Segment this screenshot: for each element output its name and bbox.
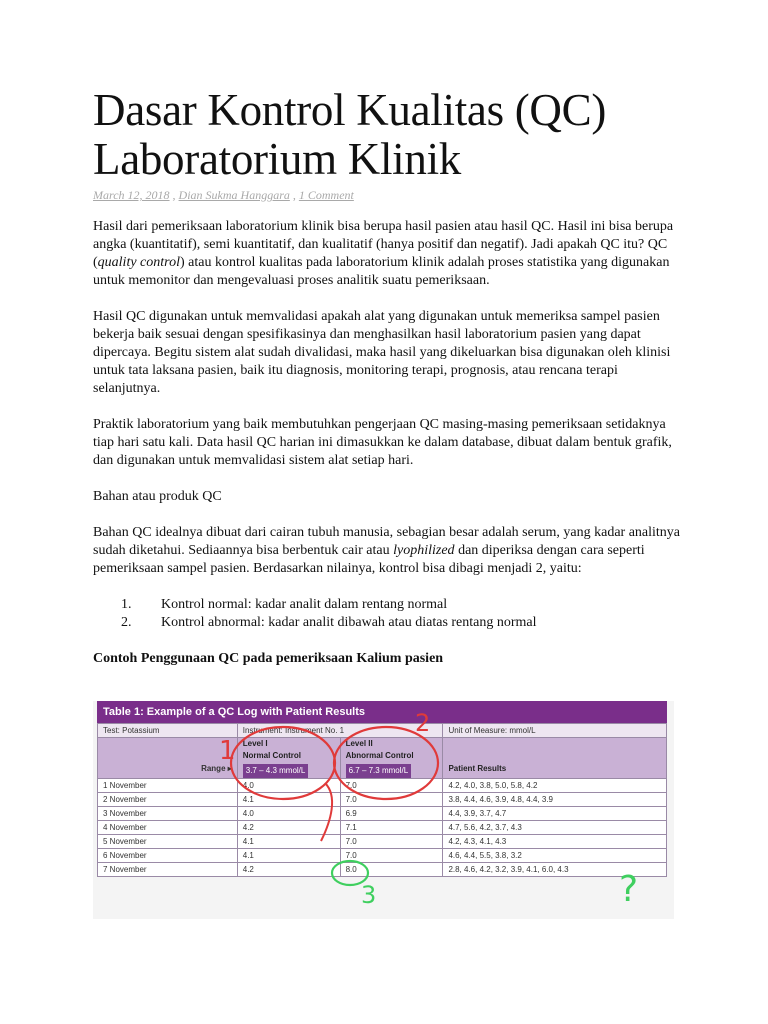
paragraph-definition-b: ) atau kontrol kualitas pada laboratorium klinik adalah proses statistika yang digunakan untuk memonitor dan mengevaluasi proses analitik suatu pemeriksaan. [93,255,670,288]
test-cell: Test: Potassium [98,724,238,738]
list-item: 2. Kontrol abnormal: kadar analit dibawah atau diatas rentang normal [135,614,683,632]
example-heading: Contoh Penggunaan QC pada pemeriksaan Kalium pasien [93,651,444,666]
row-level2-cell: 7.0 [340,779,443,793]
row-date-cell: 7 November [98,863,238,877]
row-level1-cell: 4.2 [237,821,340,835]
row-level1-cell: 4.1 [237,793,340,807]
red-curve-stroke [321,783,332,841]
red-annotation-2: 2 [415,709,431,737]
post-meta [93,188,683,204]
comments-link[interactable]: 1 Comment [298,188,354,202]
row-patients-cell: 3.8, 4.4, 4.6, 3.9, 4.8, 4.4, 3.9 [443,793,667,807]
title-line-1: Dasar Kontrol Kualitas (QC) [93,85,607,135]
row-level2-cell: 8.0 [340,863,443,877]
green-question-mark: ? [619,869,639,910]
red-circle-level2 [334,727,438,799]
row-level2-cell: 7.0 [340,793,443,807]
row-patients-cell: 4.6, 4.4, 5.5, 3.8, 3.2 [443,849,667,863]
paragraph-qc-material-b: dan diperiksa dengan cara seperti pemeriksaan sampel pasien. Berdasarkan nilainya, kontrol bisa dibagi menjadi 2, yaitu: [93,543,645,576]
title-line-2: Laboratorium Klinik [93,134,461,184]
article [93,86,683,668]
row-date-cell: 4 November [98,821,238,835]
level2-range: 6.7 – 7.3 mmol/L [346,764,412,778]
row-patients-cell: 4.4, 3.9, 3.7, 4.7 [443,807,667,821]
red-annotation-1: 1 [219,736,236,766]
meta-separator: , [292,188,296,202]
level1-range: 3.7 – 4.3 mmol/L [243,764,309,778]
qc-log-image [93,701,674,919]
level2-title: Level II [345,739,373,748]
paragraph-intro [93,218,683,290]
level1-title: Level I [242,739,268,748]
row-level2-cell: 7.0 [340,835,443,849]
level1-subtitle: Normal Control [242,751,301,760]
paragraph-qc-material-a: Bahan QC idealnya dibuat dari cairan tubuh manusia, sebagian besar adalah serum, yang kadar analitnya sudah diketahui. Sediaannya bisa berbentuk cair atau [93,525,681,558]
green-annotation-3: 3 [361,881,377,909]
paragraph-qc-material [93,524,683,578]
row-level2-cell: 7.1 [340,821,443,835]
paragraph-lab-practice: Praktik laboratorium yang baik membutuhkan pengerjaan QC masing-masing pemeriksaan setidaknya tiap hari satu kali. Data hasil QC harian ini dimasukkan ke dalam database, dibuat dalam bentuk grafik, dan digunakan untuk memvalidasi sistem alat setiap hari. [93,417,672,468]
row-date-cell: 2 November [98,793,238,807]
row-date-cell: 5 November [98,835,238,849]
row-level1-cell: 4.0 [237,807,340,821]
term-quality-control: quality control [97,255,180,270]
paragraph-qc-validation: Hasil QC digunakan untuk memvalidasi apakah alat yang digunakan untuk memeriksa sampel pasien bekerja baik sesuai dengan spesifikasinya dan menghasilkan hasil laboratorium pasien yang dapat dipercaya. Begitu sistem alat sudah divalidasi, maka hasil yang dikeluarkan bisa digunakan oleh klinisi untuk tata laksana pasien, baik itu diagnosis, monitoring terapi, prognosis, atau rencana terapi selanjutnya. [93,309,671,396]
row-level1-cell: 4.0 [237,779,340,793]
row-level2-cell: 7.0 [340,849,443,863]
page-title [93,86,683,184]
section-subtitle: Bahan atau produk QC [93,489,222,504]
patient-results-header: Patient Results [443,738,667,779]
row-date-cell: 1 November [98,779,238,793]
term-lyophilized: lyophilized [393,543,455,558]
row-level2-cell: 6.9 [340,807,443,821]
control-type-list [93,596,683,632]
row-date-cell: 6 November [98,849,238,863]
row-patients-cell: 2.8, 4.6, 4.2, 3.2, 3.9, 4.1, 6.0, 4.3 [443,863,667,877]
level2-subtitle: Abnormal Control [345,751,414,760]
paragraph-definition-a: Jadi apakah QC itu? QC ( [93,237,668,270]
red-circle-level1 [231,727,335,799]
author-link[interactable]: Dian Sukma Hanggara [178,188,290,202]
row-patients-cell: 4.2, 4.3, 4.1, 4.3 [443,835,667,849]
meta-separator: , [172,188,176,202]
row-level1-cell: 4.1 [237,835,340,849]
table-title: Table 1: Example of a QC Log with Patient Results [97,701,667,723]
row-level1-cell: 4.1 [237,849,340,863]
unit-cell: Unit of Measure: mmol/L [443,724,667,738]
post-date-link[interactable]: March 12, 2018 [93,188,170,202]
range-label: Range ▸ [98,738,238,779]
list-item: 1. Kontrol normal: kadar analit dalam rentang normal [135,596,683,614]
row-date-cell: 3 November [98,807,238,821]
paragraph-intro-text: Hasil dari pemeriksaan laboratorium klinik bisa berupa hasil pasien atau hasil QC. Hasil ini bisa berupa angka (kuantitatif), semi kuantitatif, dan kualitatif (hanya positif dan negatif). [93,219,674,252]
instrument-cell: Instrument: Instrument No. 1 [237,724,443,738]
row-patients-cell: 4.2, 4.0, 3.8, 5.0, 5.8, 4.2 [443,779,667,793]
row-level1-cell: 4.2 [237,863,340,877]
handwritten-annotations [93,701,674,919]
row-patients-cell: 4.7, 5.6, 4.2, 3.7, 4.3 [443,821,667,835]
